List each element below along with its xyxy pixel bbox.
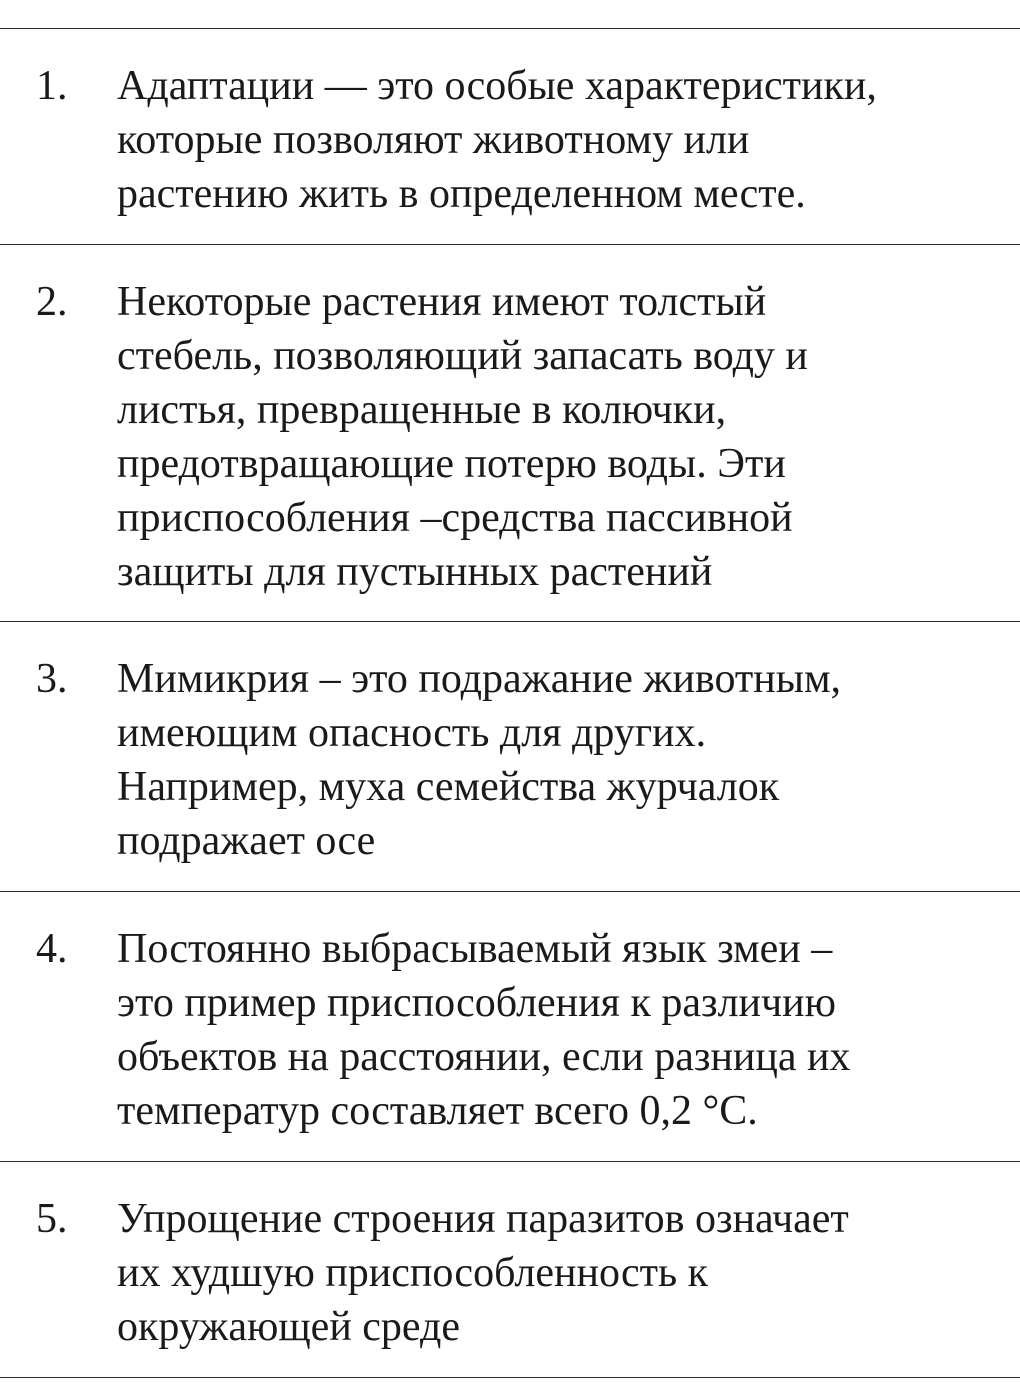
statement-text: Некоторые растения имеют толстый стебель, позволяющий запасать воду и листья, превращенные в колючки, предотвращающие потерю воды. Эти приспособления –средства пассивной защиты для пустынных растений: [117, 279, 808, 595]
statement-number: 2.: [36, 279, 68, 325]
statement-number: 4.: [36, 926, 68, 972]
statement-number: 1.: [36, 63, 68, 109]
statement-number: 3.: [36, 656, 68, 702]
statements-table: [0, 28, 1020, 1378]
statement-text: Постоянно выбрасываемый язык змеи – это пример приспособления к различию объектов на расстоянии, если разница их температур составляет всего 0,2 °C.: [117, 926, 851, 1134]
statement-row-5: [0, 1162, 1020, 1378]
statement-row-3: [0, 622, 1020, 892]
statement-row-2: [0, 245, 1020, 622]
statement-text: Адаптации — это особые характеристики, которые позволяют животному или растению жить в определенном месте.: [117, 63, 877, 217]
statement-row-4: [0, 892, 1020, 1162]
statement-text: Упрощение строения паразитов означает их худшую приспособленность к окружающей среде: [117, 1196, 849, 1350]
statement-number: 5.: [36, 1196, 68, 1242]
statement-row-1: [0, 29, 1020, 245]
statement-text: Мимикрия – это подражание животным, имеющим опасность для других. Например, муха семейства журчалок подражает осе: [117, 656, 842, 864]
